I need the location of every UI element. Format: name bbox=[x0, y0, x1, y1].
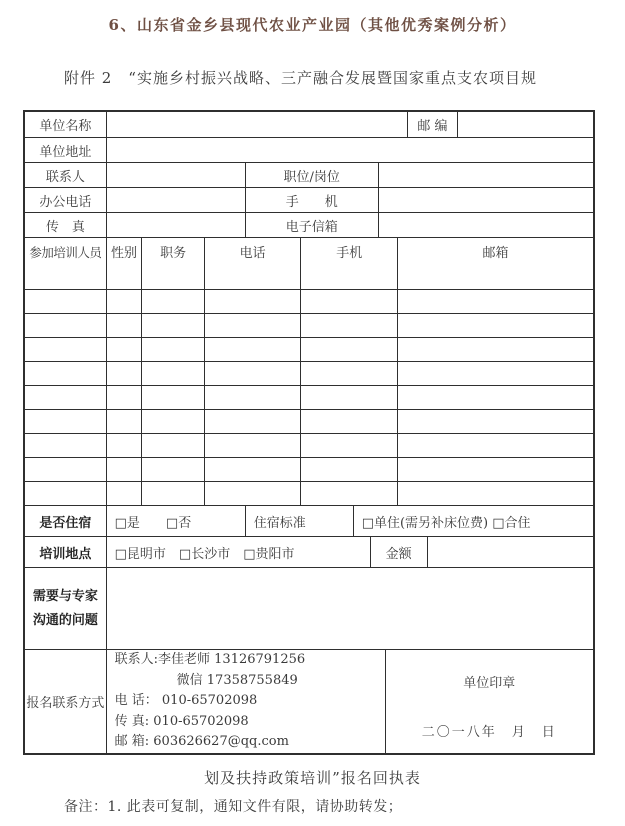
unit-address-label: 单位地址 bbox=[39, 144, 92, 160]
trainee-empty-row bbox=[25, 433, 593, 457]
trainee-input-cell bbox=[397, 362, 593, 385]
trainee-input-cell bbox=[204, 362, 301, 385]
trainee-input-cell bbox=[204, 434, 301, 457]
trainee-input-cell bbox=[204, 482, 301, 505]
trainee-empty-row bbox=[25, 313, 593, 337]
trainee-input-cell bbox=[397, 434, 593, 457]
contact-input-cell bbox=[106, 163, 245, 187]
trainee-empty-rows bbox=[25, 265, 593, 505]
stamp-date-line: 二〇一八年 月 日 bbox=[421, 725, 557, 740]
trainee-input-cell bbox=[141, 362, 203, 385]
document-heading: 6、山东省金乡县现代农业产业园（其他优秀案例分析） bbox=[108, 16, 517, 34]
fax-input-cell bbox=[106, 213, 245, 237]
trainee-input-cell bbox=[141, 386, 203, 409]
unit-address-input-cell bbox=[106, 138, 593, 162]
registration-contact-line: 电 话： 010-65702098 bbox=[114, 693, 258, 709]
trainee-input-cell bbox=[204, 338, 301, 361]
trainee-input-cell bbox=[397, 290, 593, 313]
row-accommodation bbox=[25, 505, 593, 536]
trainee-input-cell bbox=[141, 482, 203, 505]
trainee-input-cell bbox=[300, 386, 397, 409]
mobile-label: 手 机 bbox=[245, 188, 378, 212]
trainee-input-cell bbox=[25, 458, 106, 481]
trainee-input-cell bbox=[204, 410, 301, 433]
trainee-input-cell bbox=[397, 410, 593, 433]
row-questions bbox=[25, 567, 593, 649]
unit-name-label: 单位名称 bbox=[39, 119, 92, 134]
trainee-input-cell bbox=[397, 458, 593, 481]
mobile-input-cell bbox=[378, 188, 593, 212]
trainee-empty-row bbox=[25, 409, 593, 433]
office-phone-label: 办公电话 bbox=[39, 194, 92, 210]
trainee-input-cell bbox=[141, 314, 203, 337]
trainee-input-cell bbox=[204, 265, 301, 289]
trainee-input-cell bbox=[141, 434, 203, 457]
registration-contact-line: 邮 箱: 603626627@qq.com bbox=[114, 734, 289, 750]
amount-input-cell bbox=[427, 537, 593, 567]
email-label: 电子信箱 bbox=[245, 213, 378, 237]
trainee-empty-row bbox=[25, 481, 593, 505]
trainee-input-cell bbox=[204, 314, 301, 337]
row-office-phone bbox=[25, 187, 593, 212]
trainee-input-cell bbox=[106, 362, 142, 385]
registration-label: 报名联系方式 bbox=[26, 696, 105, 711]
trainee-input-cell bbox=[25, 265, 106, 289]
trainee-input-cell bbox=[141, 458, 203, 481]
trainee-input-cell bbox=[141, 290, 203, 313]
trainee-input-cell bbox=[141, 410, 203, 433]
location-city-options: □昆明市 □长沙市 □贵阳市 bbox=[106, 537, 370, 567]
trainee-input-cell bbox=[204, 386, 301, 409]
trainee-header-title: 职务 bbox=[141, 238, 203, 265]
trainee-input-cell bbox=[300, 314, 397, 337]
trainee-header-gender: 性别 bbox=[106, 238, 142, 265]
fax-label: 传 真 bbox=[45, 219, 85, 235]
trainee-input-cell bbox=[25, 314, 106, 337]
trainee-input-cell bbox=[25, 290, 106, 313]
row-unit-address bbox=[25, 137, 593, 162]
accommodation-yesno-options: □是 □否 bbox=[106, 506, 245, 536]
row-unit-name bbox=[25, 112, 593, 137]
registration-contact-info bbox=[106, 650, 385, 753]
contact-label: 联系人 bbox=[45, 169, 85, 185]
trainee-input-cell bbox=[106, 290, 142, 313]
unit-stamp-label: 单位印章 bbox=[463, 676, 516, 691]
attachment-title: 附件 2 “实施乡村振兴战略、三产融合发展暨国家重点支农项目规 bbox=[64, 69, 537, 87]
unit-name-input-cell bbox=[106, 112, 408, 137]
trainee-empty-row bbox=[25, 337, 593, 361]
email-input-cell bbox=[378, 213, 593, 237]
trainee-input-cell bbox=[397, 265, 593, 289]
trainee-header-phone: 电话 bbox=[204, 238, 301, 265]
trainee-header-name: 参加培训人员 bbox=[29, 244, 102, 260]
office-phone-input-cell bbox=[106, 188, 245, 212]
registration-form-table bbox=[23, 110, 595, 755]
trainee-input-cell bbox=[25, 386, 106, 409]
trainee-input-cell bbox=[141, 338, 203, 361]
questions-label-line1: 需要与专家 bbox=[32, 588, 98, 604]
note-line: 备注：1. 此表可复制，通知文件有限，请协助转发； bbox=[64, 799, 403, 815]
trainee-empty-row bbox=[25, 289, 593, 313]
trainee-input-cell bbox=[397, 338, 593, 361]
postcode-input-cell bbox=[457, 112, 593, 137]
registration-contact-line: 微信 17358755849 bbox=[176, 672, 298, 688]
footer-title: 划及扶持政策培训”报名回执表 bbox=[204, 769, 421, 787]
accommodation-standard-label: 住宿标准 bbox=[245, 506, 353, 536]
trainee-input-cell bbox=[106, 265, 142, 289]
trainee-input-cell bbox=[106, 482, 142, 505]
trainee-input-cell bbox=[106, 314, 142, 337]
trainee-input-cell bbox=[25, 482, 106, 505]
trainee-input-cell bbox=[106, 410, 142, 433]
amount-label: 金额 bbox=[370, 537, 427, 567]
postcode-label: 邮 编 bbox=[407, 112, 456, 137]
trainee-input-cell bbox=[25, 362, 106, 385]
questions-input-cell bbox=[106, 568, 593, 649]
trainee-input-cell bbox=[25, 338, 106, 361]
trainee-input-cell bbox=[300, 362, 397, 385]
trainee-input-cell bbox=[106, 458, 142, 481]
trainee-input-cell bbox=[25, 410, 106, 433]
trainee-header-row bbox=[25, 237, 593, 265]
trainee-input-cell bbox=[397, 482, 593, 505]
position-input-cell bbox=[378, 163, 593, 187]
trainee-input-cell bbox=[106, 386, 142, 409]
trainee-input-cell bbox=[397, 386, 593, 409]
trainee-input-cell bbox=[300, 410, 397, 433]
trainee-header-email: 邮箱 bbox=[397, 238, 593, 265]
row-location bbox=[25, 536, 593, 567]
questions-label bbox=[25, 568, 106, 649]
trainee-empty-row bbox=[25, 385, 593, 409]
row-fax bbox=[25, 212, 593, 237]
trainee-input-cell bbox=[397, 314, 593, 337]
trainee-empty-row bbox=[25, 265, 593, 289]
trainee-input-cell bbox=[141, 265, 203, 289]
accommodation-room-options: □单住(需另补床位费) □合住 bbox=[353, 506, 593, 536]
trainee-input-cell bbox=[300, 482, 397, 505]
trainee-input-cell bbox=[300, 265, 397, 289]
trainee-empty-row bbox=[25, 361, 593, 385]
trainee-empty-row bbox=[25, 457, 593, 481]
unit-stamp-cell bbox=[385, 650, 593, 753]
trainee-input-cell bbox=[300, 458, 397, 481]
trainee-input-cell bbox=[204, 458, 301, 481]
accommodation-label: 是否住宿 bbox=[39, 515, 92, 531]
row-registration-contact bbox=[25, 649, 593, 753]
questions-label-line2: 沟通的问题 bbox=[32, 612, 98, 628]
trainee-input-cell bbox=[25, 434, 106, 457]
trainee-input-cell bbox=[300, 434, 397, 457]
trainee-header-mobile: 手机 bbox=[300, 238, 397, 265]
row-contact bbox=[25, 162, 593, 187]
trainee-input-cell bbox=[300, 338, 397, 361]
location-label: 培训地点 bbox=[39, 546, 92, 562]
registration-contact-line: 联系人:李佳老师 13126791256 bbox=[114, 652, 306, 668]
trainee-input-cell bbox=[106, 434, 142, 457]
registration-contact-line: 传 真: 010-65702098 bbox=[114, 713, 249, 729]
trainee-input-cell bbox=[204, 290, 301, 313]
position-label: 职位/岗位 bbox=[245, 163, 378, 187]
trainee-input-cell bbox=[300, 290, 397, 313]
trainee-input-cell bbox=[106, 338, 142, 361]
